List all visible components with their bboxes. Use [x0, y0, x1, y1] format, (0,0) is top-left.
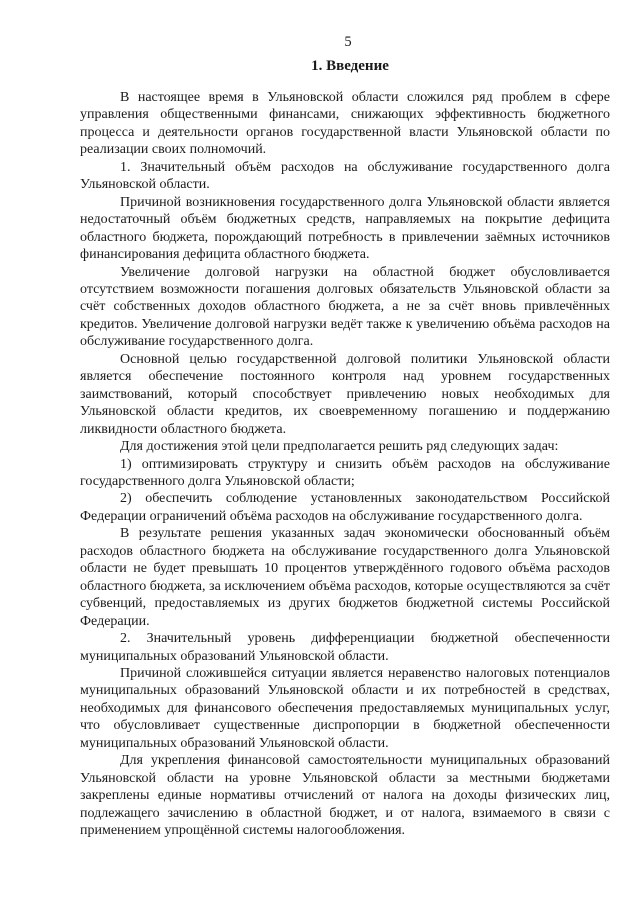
- paragraph: Основной целью государственной долговой политики Ульяновской области является обеспечение постоянного контроля над уровнем государственных заимствований, который способствует привлечению новых необходимых для Ульяновской области кредитов, их своевременному погашению и поддержанию ликвидности областного бюджета.: [80, 351, 610, 437]
- paragraph: Причиной возникновения государственного долга Ульяновской области является недостаточный объём бюджетных средств, направляемых на покрытие дефицита областного бюджета, порождающий потребность в привлечении заёмных источников финансирования дефицита областного бюджета.: [80, 194, 610, 263]
- section-heading: 1. Введение: [311, 58, 389, 74]
- paragraph: Для укрепления финансовой самостоятельности муниципальных образований Ульяновской области на уровне Ульяновской области за местными бюджетами закреплены единые нормативы отчислений от налога на доходы физических лиц, подлежащего зачислению в областной бюджет, и от налога, взимаемого в связи с применением упрощённой системы налогообложения.: [80, 753, 610, 839]
- paragraph: Для достижения этой цели предполагается решить ряд следующих задач:: [120, 439, 559, 455]
- page-number: 5: [344, 34, 352, 50]
- paragraph: 1. Значительный объём расходов на обслуживание государственного долга Ульяновской области.: [80, 159, 610, 193]
- paragraph: Увеличение долговой нагрузки на областной бюджет обусловливается отсутствием возможности погашения долговых обязательств Ульяновской области за счёт собственных доходов областного бюджета, а не за счёт вновь привлечённых кредитов. Увеличение долговой нагрузки ведёт также к увеличению объёма расходов на обслуживание государственного долга.: [80, 264, 610, 350]
- paragraph: 2. Значительный уровень дифференциации бюджетной обеспеченности муниципальных образований Ульяновской области.: [80, 631, 610, 664]
- paragraph: В результате решения указанных задач экономически обоснованный объём расходов областного бюджета на обслуживание государственного долга Ульяновской области не будет превышать 10 процентов утверждённого годового объёма расходов областного бюджета, за исключением объёма расходов, которые осуществляются за счёт субвенций, предоставляемых из других бюджетов бюджетной системы Российской Федерации.: [80, 526, 610, 629]
- paragraph: 2) обеспечить соблюдение установленных законодательством Российской Федерации ограничений объёма расходов на обслуживание государственного долга.: [80, 491, 610, 524]
- paragraph: Причиной сложившейся ситуации является неравенство налоговых потенциалов муниципальных образований Ульяновской области и их потребностей в средствах, необходимых для финансового обеспечения предоставляемых муниципальных услуг, что обусловливает существенные диспропорции в бюджетной обеспеченности муниципальных образований Ульяновской области.: [80, 665, 610, 751]
- document-body: [80, 89, 610, 839]
- paragraph: 1) оптимизировать структуру и снизить объём расходов на обслуживание государственного долга Ульяновской области;: [80, 456, 610, 489]
- paragraph: В настоящее время в Ульяновской области сложился ряд проблем в сфере управления общественными финансами, снижающих эффективность бюджетного процесса и деятельности органов государственной власти Ульяновской области по реализации своих полномочий.: [80, 90, 610, 158]
